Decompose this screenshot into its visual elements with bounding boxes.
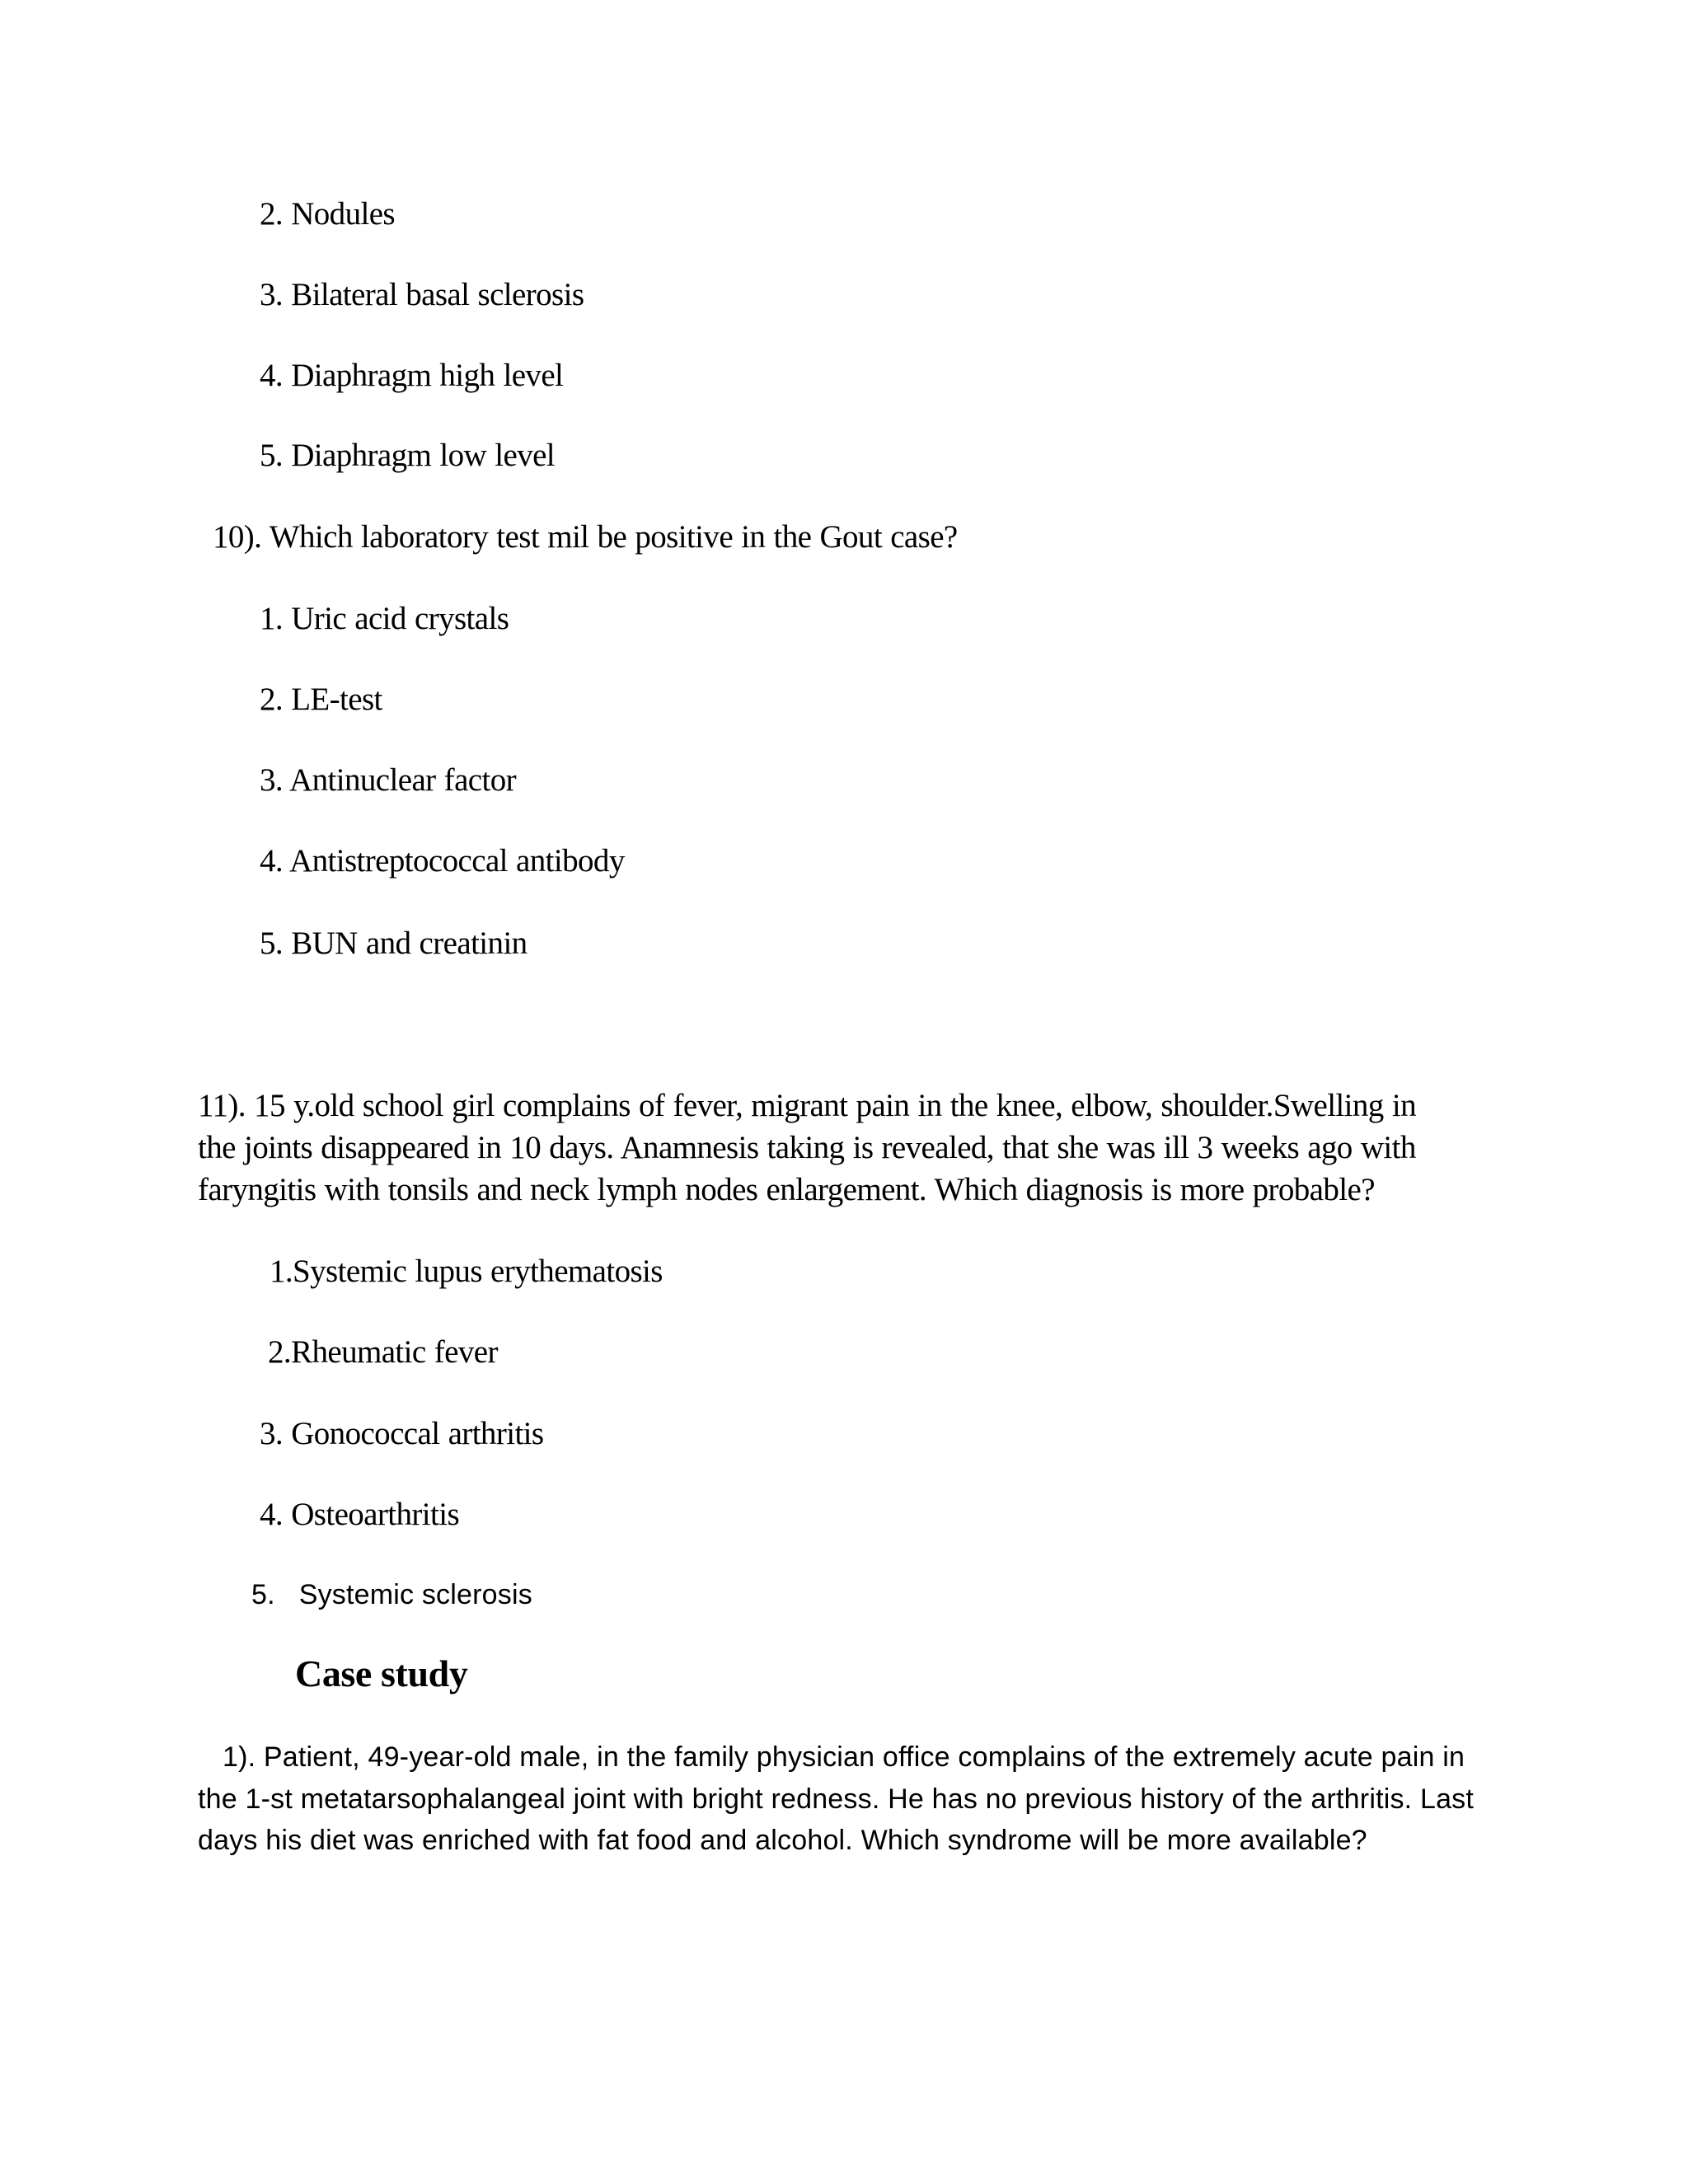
q9-option-3: 3. Bilateral basal sclerosis [260,277,584,312]
case-study-heading: Case study [295,1652,468,1694]
q10-option-4: 4. Antistreptococcal antibody [260,843,625,879]
case-question-line-2: the 1-st metatarsophalangeal joint with bright redness. He has no previous history of the arthritis. Last [198,1783,1475,1815]
q9-option-5: 5. Diaphragm low level [260,438,556,473]
q11-option-2: 2.Rheumatic fever [268,1334,498,1370]
case-question-line-1: 1). Patient, 49-year-old male, in the family physician office complains of the extremely acute pain in [223,1741,1465,1773]
q10-question: 10). Which laboratory test mil be positive in the Gout case? [213,519,958,555]
q10-option-2: 2. LE-test [260,682,382,717]
q11-question-line-1: 11). 15 y.old school girl complains of fever, migrant pain in the knee, elbow, shoulder.Swelling in [198,1088,1416,1123]
q10-option-5: 5. BUN and creatinin [260,926,528,961]
q10-option-3: 3. Antinuclear factor [260,762,517,798]
q9-option-2: 2. Nodules [260,196,395,232]
q11-question-line-2: the joints disappeared in 10 days. Anamnesis taking is revealed, that she was ill 3 weeks ago with [198,1130,1416,1165]
case-question-line-3: days his diet was enriched with fat food and alcohol. Which syndrome will be more available? [198,1825,1367,1856]
q9-option-4: 4. Diaphragm high level [260,358,564,393]
q11-option-1: 1.Systemic lupus erythematosis [270,1254,663,1289]
q11-question-line-3: faryngitis with tonsils and neck lymph nodes enlargement. Which diagnosis is more probable? [198,1172,1375,1207]
q11-option-3: 3. Gonococcal arthritis [260,1416,544,1451]
q11-option-5: 5. Systemic sclerosis [251,1579,532,1610]
q11-option-4: 4. Osteoarthritis [260,1497,460,1532]
q10-option-1: 1. Uric acid crystals [260,601,509,636]
